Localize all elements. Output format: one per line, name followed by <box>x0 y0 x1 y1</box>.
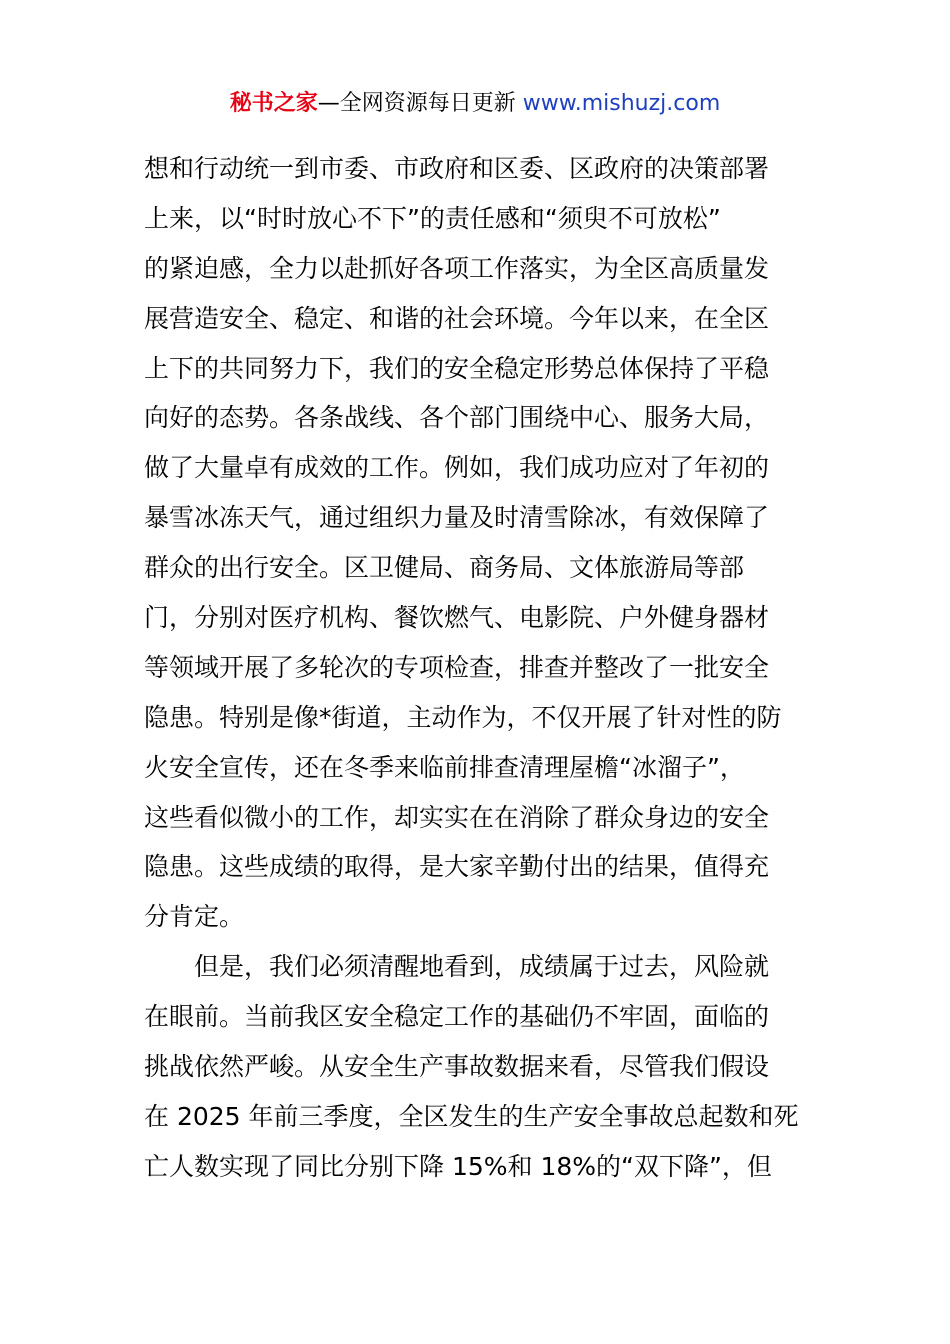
text-line: 的紧迫感，全力以赴抓好各项工作落实，为全区高质量发 <box>144 253 770 283</box>
text-line: 做了大量卓有成效的工作。例如，我们成功应对了年初的 <box>144 453 770 483</box>
text-line: 挑战依然严峻。从安全生产事故数据来看，尽管我们假设 <box>144 1052 770 1082</box>
text-line: 上来，以“时时放心不下”的责任感和“须臾不可放松” <box>144 203 721 233</box>
text-line: 上下的共同努力下，我们的安全稳定形势总体保持了平稳 <box>144 353 770 383</box>
page-header <box>0 88 950 120</box>
text-line: 门，分别对医疗机构、餐饮燃气、电影院、户外健身器材 <box>144 603 770 633</box>
text-line: 在眼前。当前我区安全稳定工作的基础仍不牢固，面临的 <box>144 1002 770 1032</box>
text-line: 隐患。这些成绩的取得，是大家辛勤付出的结果，值得充 <box>144 852 770 882</box>
website-link[interactable]: www.mishuzj.com <box>522 91 721 116</box>
text-line: 隐患。特别是像*街道，主动作为，不仅开展了针对性的防 <box>144 702 782 732</box>
text-line: 亡人数实现了同比分别下降 15%和 18%的“双下降”，但 <box>144 1151 772 1181</box>
body-text <box>144 144 808 1192</box>
text-line: 暴雪冰冻天气，通过组织力量及时清雪除冰，有效保障了 <box>144 503 770 533</box>
text-line: 分肯定。 <box>144 902 245 932</box>
brand-name: 秘书之家 <box>229 91 318 116</box>
text-line: 这些看似微小的工作，却实实在在消除了群众身边的安全 <box>144 802 770 832</box>
header-tagline: —全网资源每日更新 <box>317 91 516 116</box>
text-line: 在 2025 年前三季度，全区发生的生产安全事故总起数和死 <box>144 1101 799 1131</box>
text-line: 展营造安全、稳定、和谐的社会环境。今年以来，在全区 <box>144 303 770 333</box>
text-line: 群众的出行安全。区卫健局、商务局、文体旅游局等部 <box>144 553 745 583</box>
text-line: 但是，我们必须清醒地看到，成绩属于过去，风险就 <box>194 952 770 982</box>
text-line: 火安全宣传，还在冬季来临前排查清理屋檐“冰溜子”， <box>144 752 745 782</box>
text-line: 向好的态势。各条战线、各个部门围绕中心、服务大局， <box>144 403 770 433</box>
text-line: 等领域开展了多轮次的专项检查，排查并整改了一批安全 <box>144 652 770 682</box>
text-line: 想和行动统一到市委、市政府和区委、区政府的决策部署 <box>144 154 770 183</box>
